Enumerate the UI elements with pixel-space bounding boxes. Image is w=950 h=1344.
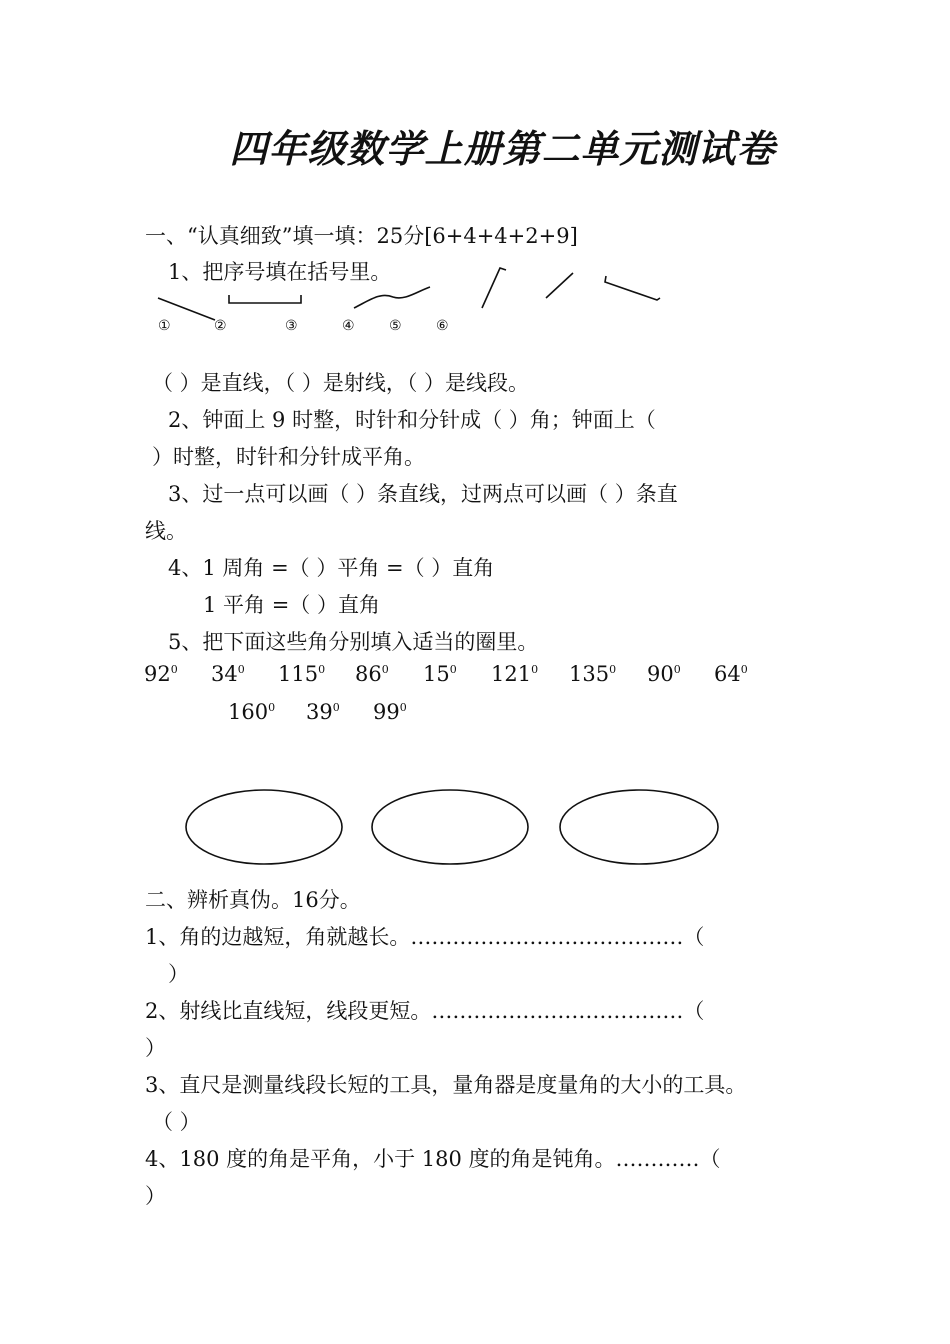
angle-value: $90^0$ (647, 662, 681, 686)
q3-line2: 线。 (145, 519, 187, 543)
label-1: ① (158, 318, 171, 334)
q3-line1: 3、过一点可以画（ ）条直线，过两点可以画（ ）条直 (168, 482, 678, 506)
figure-line-5 (546, 273, 573, 298)
angle-value: $135^0$ (569, 662, 617, 686)
angle-value: $15^0$ (423, 662, 457, 686)
angle-value: $115^0$ (278, 662, 326, 686)
label-3: ③ (285, 318, 298, 334)
figure-line-1 (158, 298, 215, 320)
judge-item-3-bracket: （ ） (152, 1110, 201, 1134)
q1-prompt: 1、把序号填在括号里。 (168, 260, 392, 284)
judge-item-1-bracket: ） (168, 962, 189, 986)
q2-line2: ）时整，时针和分针成平角。 (152, 445, 425, 469)
q5-prompt: 5、把下面这些角分别填入适当的圈里。 (168, 630, 539, 654)
oval-2 (372, 790, 528, 864)
label-2: ② (214, 318, 227, 334)
angle-value: $99^0$ (373, 700, 407, 724)
judge-item-4: 4、180 度的角是平角，小于 180 度的角是钝角。…………（ (145, 1147, 721, 1171)
label-5: ⑤ (389, 318, 402, 334)
q2-line1: 2、钟面上 9 时整，时针和分针成（ ）角；钟面上（ (168, 408, 656, 432)
judge-item-4-bracket: ） (145, 1184, 166, 1208)
q1-answer-line: （ ）是直线，（ ）是射线，（ ）是线段。 (152, 371, 530, 395)
angle-value: $92^0$ (144, 662, 178, 686)
section2-heading: 二、辨析真伪。16分。 (145, 888, 361, 912)
label-4: ④ (342, 318, 355, 334)
oval-1 (186, 790, 342, 864)
figure-line-6 (605, 276, 660, 300)
judge-item-1: 1、角的边越短，角就越长。…………………………………（ (145, 925, 705, 949)
judge-item-3: 3、直尺是测量线段长短的工具，量角器是度量角的大小的工具。 (145, 1073, 747, 1097)
figure-line-4 (482, 268, 506, 308)
angle-value: $39^0$ (306, 700, 340, 724)
oval-3 (560, 790, 718, 864)
angle-value: $86^0$ (355, 662, 389, 686)
section1-heading: 一、“认真细致”填一填：25分[6+4+4+2+9] (145, 224, 578, 248)
q4-line2: 1 平角 =（ ）直角 (203, 593, 380, 617)
label-6: ⑥ (436, 318, 449, 334)
figure-line-3 (354, 287, 430, 308)
page-title: 四年级数学上册第二单元测试卷 (229, 126, 776, 171)
angle-value: $34^0$ (211, 662, 245, 686)
judge-item-2: 2、射线比直线短，线段更短。………………………………（ (145, 999, 705, 1023)
q4-line1: 4、1 周角 =（ ）平角 =（ ）直角 (168, 556, 495, 580)
judge-item-2-bracket: ） (145, 1036, 166, 1060)
figure-line-2 (229, 295, 301, 303)
angle-value: $160^0$ (228, 700, 276, 724)
angle-value: $121^0$ (491, 662, 539, 686)
angle-value: $64^0$ (714, 662, 748, 686)
